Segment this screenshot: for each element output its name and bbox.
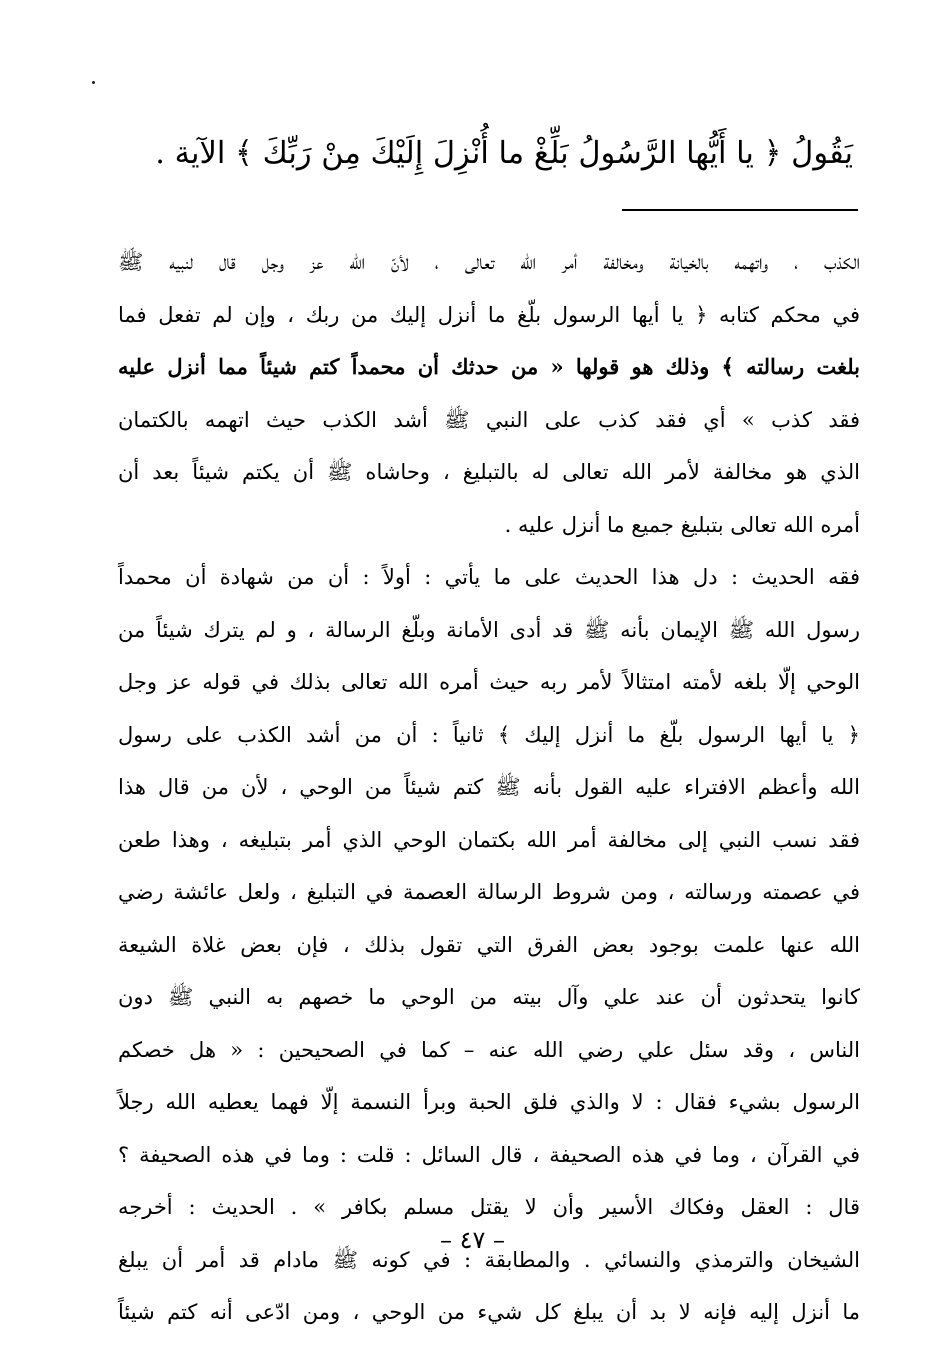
main-text-body [118, 236, 860, 1339]
text-line: كانوا يتحدثون أن عند علي وآل بيته من الوحي ما خصهم به النبي ﷺ دون [118, 985, 860, 1009]
text-line: الله وأعظم الافتراء عليه القول بأنه ﷺ كتم شيئاً من الوحي ، لأن من قال هذا [118, 775, 860, 799]
text-line: الرسول بشيء فقال : لا والذي فلق الحبة وبرأ النسمة إلّا فهما يعطيه الله رجلاً [118, 1090, 860, 1114]
text-line: الوحي إلّا بلغه لأمته امتثالاً لأمر ربه حيث أمره الله تعالى بذلك في قوله عز وجل [118, 670, 860, 694]
text-line: في القرآن ، وما في هذه الصحيفة ، قال السائل : قلت : وما في هذه الصحيفة ؟ [118, 1142, 860, 1167]
text-line: بلغت رسالته ﴾ وذلك هو قولها « من حدثك أن محمداً كتم شيئاً مما أنزل عليه [118, 354, 860, 379]
text-line: فقه الحديث : دل هذا الحديث على ما يأتي : أولاً : أن من شهادة أن محمداً [118, 565, 860, 589]
scan-speck [92, 81, 95, 84]
text-line: الكذب ، واتهمه بالخيانة ومخالفة أمر الله تعالى ، لأنّ الله عز وجل قال لنبيه ﷺ [118, 250, 860, 274]
text-line: فقد كذب » أي فقد كذب على النبي ﷺ أشد الكذب حيث اتهمه بالكتمان [118, 407, 860, 432]
text-line: في عصمته ورسالته ، ومن شروط الرسالة العصمة في التبليغ ، ولعل عائشة رضي [118, 880, 860, 904]
footnote-verse-line: يَقُولُ ﴿ يا أَيُّها الرَّسُولُ بَلِّغْ ما أُنْزِلَ إِلَيْكَ مِنْ رَبِّكَ ﴾ الآية . [155, 136, 853, 171]
text-line: الله عنها علمت بوجود بعض الفرق التي تقول بذلك ، فإن بعض غلاة الشيعة [118, 932, 860, 957]
text-line: الناس ، وقد سئل علي رضي الله عنه – كما في الصحيحين : « هل خصكم [118, 1037, 860, 1062]
text-line: قال : العقل وفكاك الأسير وأن لا يقتل مسلم بكافر » . الحديث : أخرجه [118, 1195, 860, 1219]
page-number: – ٤٧ – [439, 1226, 506, 1254]
footnote-separator-rule [622, 209, 858, 211]
text-line: الذي هو مخالفة لأمر الله تعالى له بالتبليغ ، وحاشاه ﷺ أن يكتم شيئاً بعد أن [118, 460, 860, 484]
text-line: فقد نسب النبي إلى مخالفة أمر الله بكتمان الوحي الذي أمر بتبليغه ، وهذا طعن [118, 827, 860, 852]
text-line: في محكم كتابه ﴿ يا أيها الرسول بلّغ ما أنزل إليك من ربك ، وإن لم تفعل فما [118, 302, 860, 327]
text-line: ﴿ يا أيها الرسول بلّغ ما أنزل إليك ﴾ ثانياً : أن من أشد الكذب على رسول [118, 722, 860, 747]
text-line: الشيخان والترمذي والنسائي . والمطابقة : في كونه ﷺ مادام قد أمر أن يبلغ [118, 1247, 860, 1272]
text-line: أمره الله تعالى بتبليغ جميع ما أنزل عليه . [504, 512, 860, 537]
text-line: رسول الله ﷺ الإيمان بأنه ﷺ قد أدى الأمانة وبلّغ الرسالة ، و لم يترك شيئاً من [118, 617, 860, 642]
text-line: ما أنزل إليه فإنه لا بد أن يبلغ كل شيء من الوحي ، ومن ادّعى أنه كتم شيئاً [118, 1300, 860, 1324]
